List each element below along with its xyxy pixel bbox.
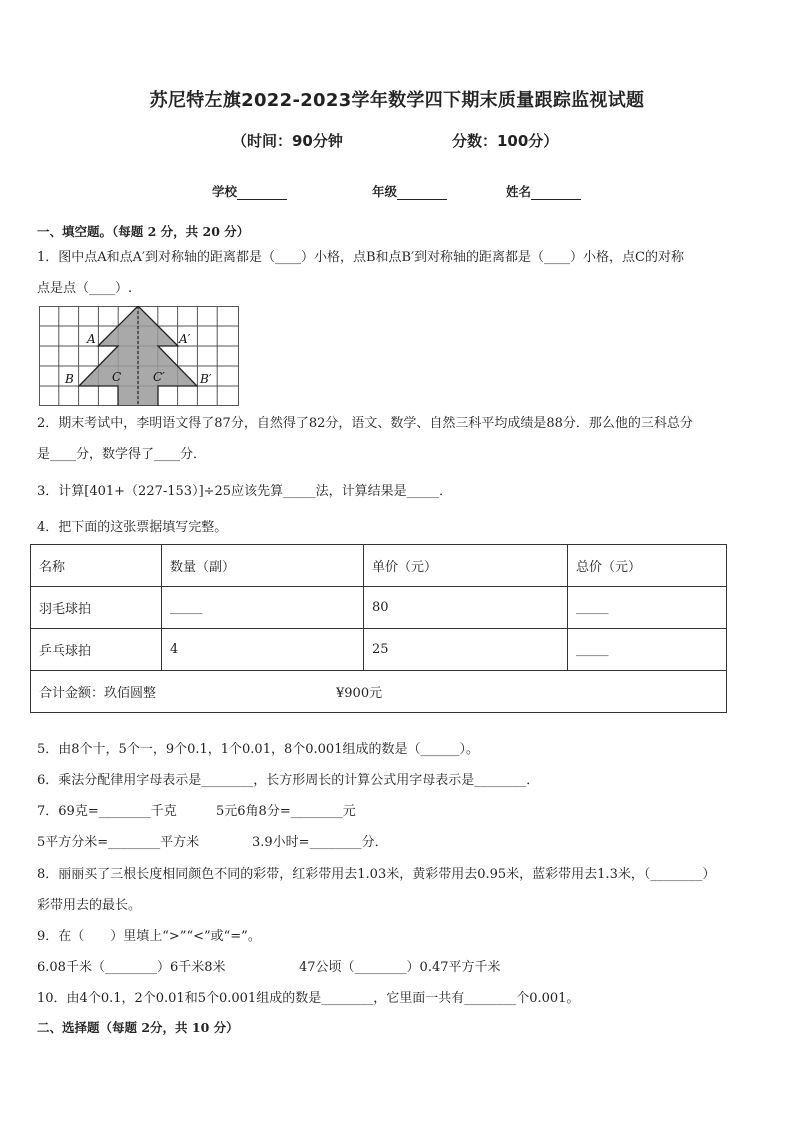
total-amount-value: ¥900元	[336, 686, 383, 701]
point-c-prime-label: C′	[153, 370, 165, 384]
table-total-row	[31, 671, 727, 713]
table-header-row	[31, 545, 727, 587]
cell-quantity-blank[interactable]: _____	[162, 587, 364, 629]
header-total-price: 总价（元）	[568, 545, 727, 587]
question-8-line-1: 8．丽丽买了三根长度相同颜色不同的彩带，红彩带用去1.03米，黄彩带用去0.95米，蓝彩带用去1.3米，（________）	[37, 867, 716, 882]
cell-item-name: 乒乓球拍	[31, 629, 162, 671]
school-blank[interactable]	[237, 185, 287, 200]
time-label: （时间：90分钟	[232, 132, 343, 150]
question-9-line-1: 9．在（ ）里填上“>”“<”或“=”。	[37, 929, 261, 944]
section-1-heading: 一、填空题。（每题 2 分，共 20 分）	[37, 224, 250, 239]
point-c-label: C	[112, 370, 122, 384]
question-2-line-1: 2．期末考试中，李明语文得了87分，自然得了82分，语文、数学、自然三科平均成绩是88分．那么他的三科总分	[37, 416, 693, 431]
header-unit-price: 单价（元）	[364, 545, 568, 587]
school-label: 学校	[212, 184, 238, 199]
header-quantity: 数量（副）	[162, 545, 364, 587]
cell-total-blank[interactable]: _____	[568, 587, 727, 629]
question-10: 10．由4个0.1，2个0.01和5个0.001组成的数是________，它里面一共有________个0.001。	[37, 991, 580, 1006]
point-b-prime-label: B′	[200, 372, 212, 386]
point-a-label: A	[87, 332, 96, 346]
question-8-line-2: 彩带用去的最长。	[37, 898, 142, 913]
school-field	[212, 182, 287, 200]
grade-blank[interactable]	[397, 185, 447, 200]
question-1-line-1: 1．图中点A和点A′到对称轴的距离都是（____）小格，点B和点B′到对称轴的距离都是（____）小格，点C的对称	[37, 250, 685, 265]
receipt-table	[30, 544, 727, 713]
question-3: 3．计算[401+（227-153）]÷25应该先算_____法，计算结果是_____．	[37, 484, 453, 499]
grade-field	[372, 182, 447, 200]
score-label: 分数：100分）	[452, 132, 559, 150]
name-label: 姓名	[506, 184, 532, 199]
header-name: 名称	[31, 545, 162, 587]
grade-label: 年级	[372, 184, 398, 199]
section-2-heading: 二、选择题（每题 2分，共 10 分）	[37, 1020, 239, 1035]
cell-unit-price: 80	[364, 587, 568, 629]
table-row	[31, 587, 727, 629]
cell-quantity: 4	[162, 629, 364, 671]
question-4: 4．把下面的这张票据填写完整。	[37, 520, 228, 535]
question-2-line-2: 是____分，数学得了____分．	[37, 447, 207, 462]
question-9b: 47公顷（________）0.47平方千米	[299, 960, 501, 975]
question-7c: 5平方分米=________平方米	[37, 835, 200, 850]
question-1-line-2: 点是点（____）.	[37, 281, 133, 296]
cell-total-blank[interactable]: _____	[568, 629, 727, 671]
name-field	[506, 182, 581, 200]
page-title: 苏尼特左旗2022-2023学年数学四下期末质量跟踪监视试题	[149, 90, 645, 111]
point-b-label: B	[65, 372, 74, 386]
question-7a: 7．69克=________千克	[37, 804, 177, 819]
point-a-prime-label: A′	[179, 332, 191, 346]
cell-unit-price: 25	[364, 629, 568, 671]
symmetry-figure	[39, 306, 239, 406]
total-cell	[31, 671, 727, 713]
table-row	[31, 629, 727, 671]
question-9a: 6.08千米（________）6千米8米	[37, 960, 226, 975]
question-6: 6．乘法分配律用字母表示是________，长方形周长的计算公式用字母表示是________．	[37, 773, 540, 788]
question-7d: 3.9小时=________分．	[252, 835, 388, 850]
question-5: 5．由8个十，5个一，9个0.1，1个0.01，8个0.001组成的数是（______）。	[37, 742, 479, 757]
question-7b: 5元6角8分=________元	[216, 804, 356, 819]
total-amount-words: 合计金额：玖佰圆整	[39, 686, 157, 701]
cell-item-name: 羽毛球拍	[31, 587, 162, 629]
name-blank[interactable]	[531, 185, 581, 200]
